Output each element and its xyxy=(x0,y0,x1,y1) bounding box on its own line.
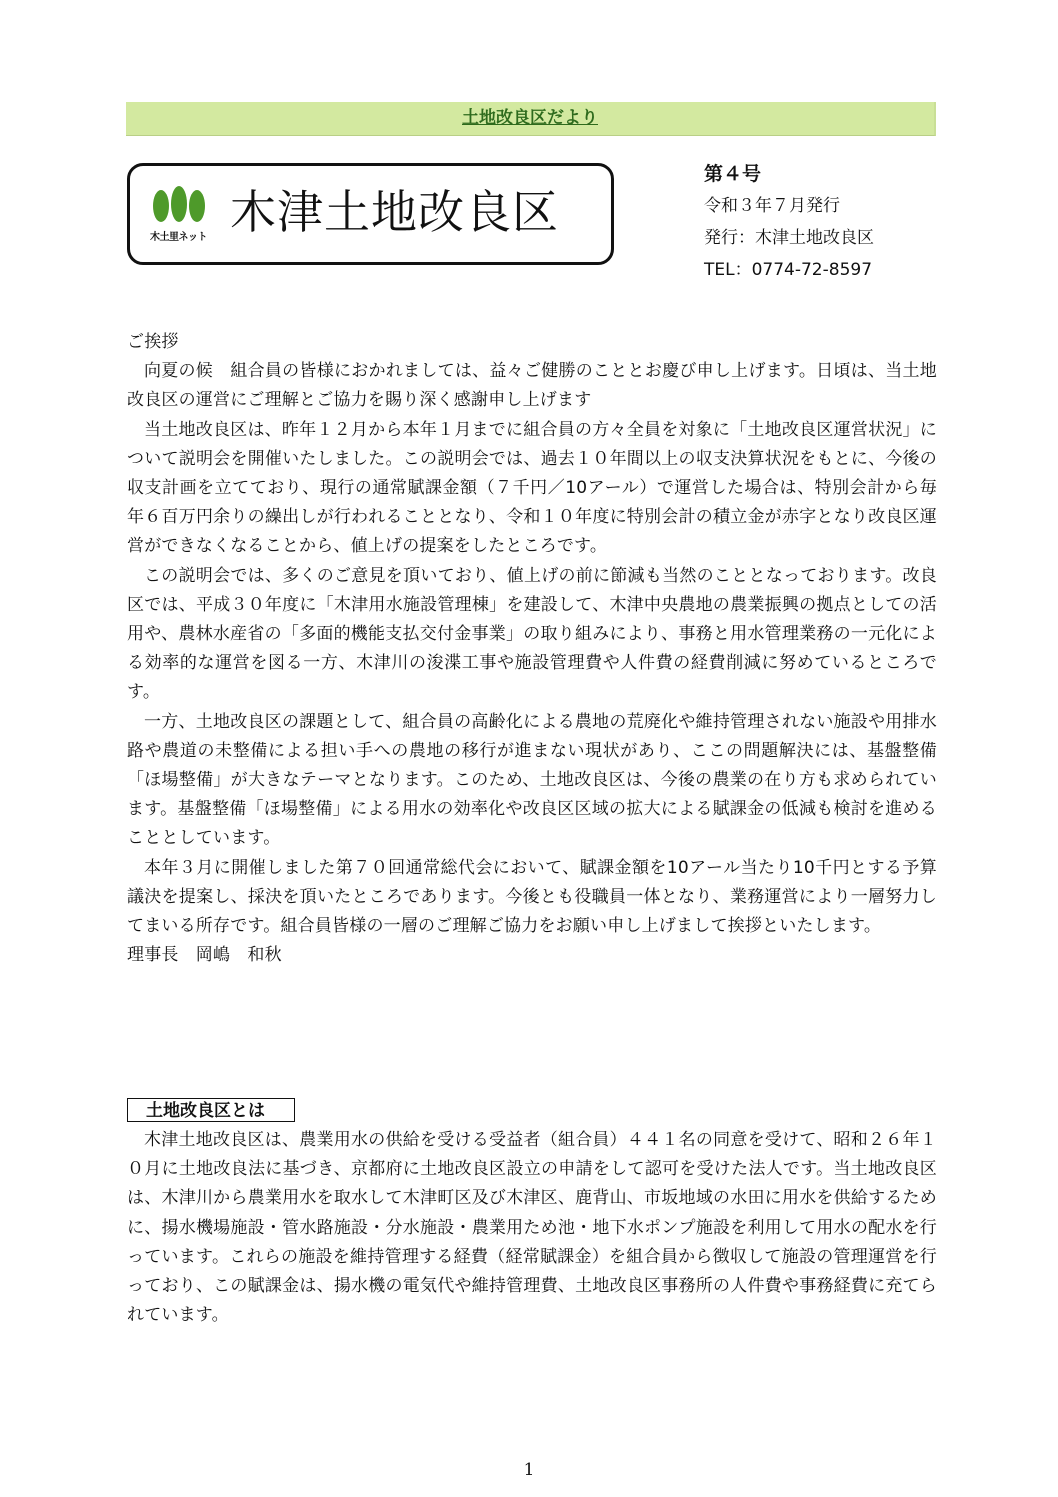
telephone: TEL：0774-72-8597 xyxy=(704,260,873,280)
section-paragraph: 木津土地改良区は、農業用水の供給を受ける受益者（組合員）４４１名の同意を受けて、昭和２６年１０月に土地改良法に基づき、京都府に土地改良区設立の申請をして認可を受けた法人です。当土地改良区は、木津川から農業用水を取水して木津町区及び木津区、鹿背山、市坂地域の水田に用水を供給するために、揚水機場施設・管水路施設・分水施設・農業用ため池・地下水ポンプ施設を利用して用水の配水を行っています。これらの施設を維持管理する経費（経常賦課金）を組合員から徴収して施設の管理運営を行っており、この賦課金は、揚水機の電気代や維持管理費、土地改良区事務所の人件費や事務経費に充てられています。 xyxy=(127,1130,937,1326)
banner-title: 土地改良区だより xyxy=(462,108,598,128)
logo-caption: 木土里ネット xyxy=(150,232,207,243)
greeting-paragraph: 当土地改良区は、昨年１２月から本年１月までに組合員の方々全員を対象に「土地改良区運営状況」について説明会を開催いたしました。この説明会では、過去１０年間以上の収支決算状況をもとに、今後の収支計画を立てており、現行の通常賦課金額（７千円／10アール）で運営した場合は、特別会計から毎年６百万円余りの繰出しが行われることとなり、令和１０年度に特別会計の積立金が赤字となり改良区運営ができなくなることから、値上げの提案をしたところです。 xyxy=(127,419,937,557)
issue-info xyxy=(704,158,874,286)
issue-date: 令和３年７月発行 xyxy=(704,196,840,216)
section-heading: 土地改良区とは xyxy=(127,1098,295,1122)
greeting-paragraph: 一方、土地改良区の課題として、組合員の高齢化による農地の荒廃化や維持管理されない施設や用排水路や農道の未整備による担い手への農地の移行が進まない現状があり、ここの問題解決には、基盤整備「ほ場整備」が大きなテーマとなります。このため、土地改良区は、今後の農業の在り方も求められています。基盤整備「ほ場整備」による用水の効率化や改良区区域の拡大による賦課金の低減も検討を進めることとしています。 xyxy=(127,711,937,849)
greeting-section xyxy=(127,328,937,970)
title-box xyxy=(127,163,614,265)
greeting-heading: ご挨拶 xyxy=(127,332,179,352)
section-body xyxy=(127,1126,937,1330)
publisher: 発行：木津土地改良区 xyxy=(704,228,874,248)
newsletter-banner xyxy=(126,102,936,136)
signature: 理事長 岡嶋 和秋 xyxy=(127,945,282,966)
page-number: 1 xyxy=(523,1460,535,1480)
org-title: 木津土地改良区 xyxy=(230,185,559,239)
greeting-paragraph: 向夏の候 組合員の皆様におかれましては、益々ご健勝のこととお慶び申し上げます。日頃は、当土地改良区の運営にご理解とご協力を賜り深く感謝申し上げます xyxy=(127,361,937,411)
issue-number: 第４号 xyxy=(704,163,762,185)
greeting-paragraph: 本年３月に開催しました第７０回通常総代会において、賦課金額を10アール当たり10千円とする予算議決を提案し、採決を頂いたところであります。今後とも役職員一体となり、業務運営により一層努力してまいる所存です。組合員皆様の一層のご理解ご協力をお願い申し上げまして挨拶といたします。 xyxy=(127,857,937,937)
greeting-paragraph: この説明会では、多くのご意見を頂いており、値上げの前に節減も当然のこととなっております。改良区では、平成３０年度に「木津用水施設管理棟」を建設して、木津中央農地の農業振興の拠点としての活用や、農林水産省の「多面的機能支払交付金事業」の取り組みにより、事務と用水管理業務の一元化による効率的な運営を図る一方、木津川の浚渫工事や施設管理費や人件費の経費削減に努めているところです。 xyxy=(127,565,937,703)
